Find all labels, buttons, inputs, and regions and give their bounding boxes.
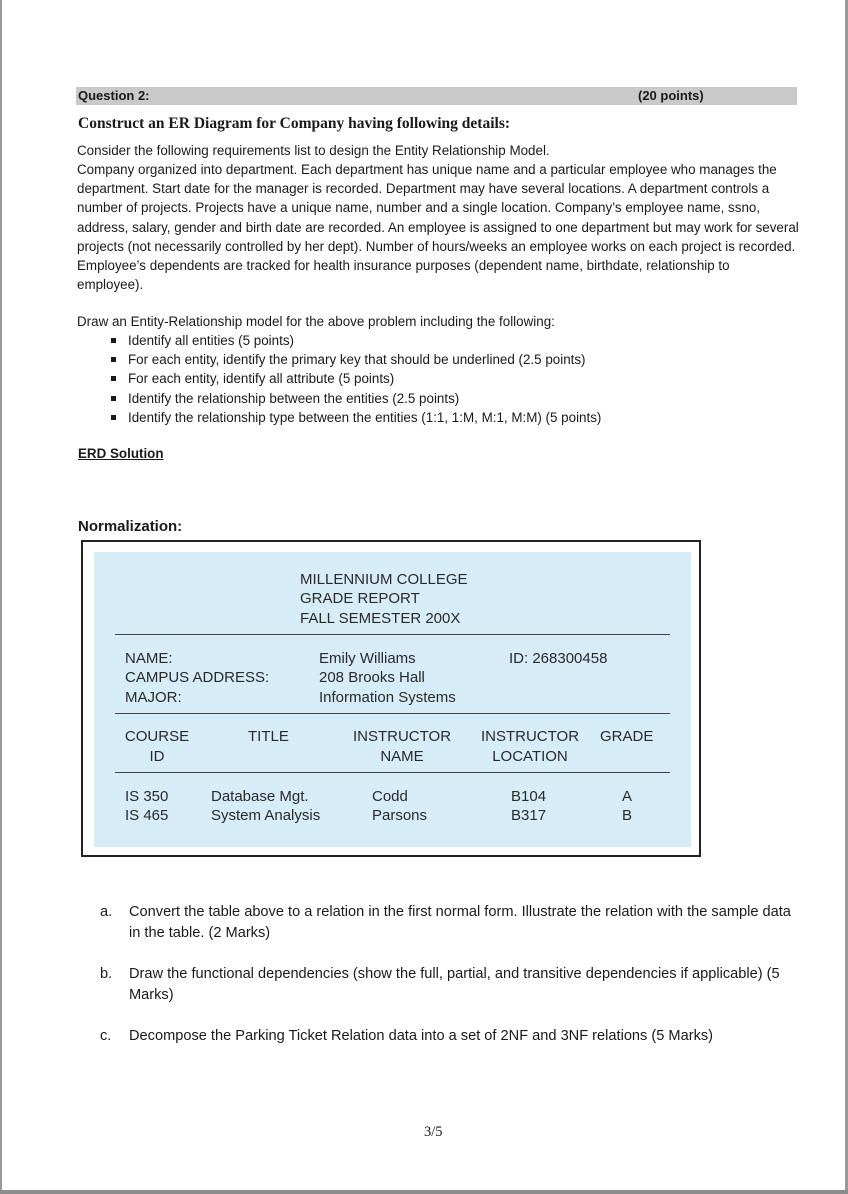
header-instructor-name	[346, 727, 458, 766]
normalization-heading: Normalization:	[78, 518, 183, 535]
name-label: NAME:	[125, 650, 173, 667]
table-cell-location: B104	[511, 788, 547, 805]
major-label: MAJOR:	[125, 689, 182, 706]
task-letter: c.	[100, 1028, 112, 1044]
student-name: Emily Williams	[319, 650, 416, 667]
draw-prompt: Draw an Entity-Relationship model for the above problem including the following:	[77, 314, 555, 329]
report-semester: FALL SEMESTER 200X	[300, 610, 461, 627]
list-item: Identify the relationship type between the entities (1:1, 1:M, M:1, M:M) (5 points)	[77, 408, 777, 427]
list-item	[100, 964, 800, 1005]
table-cell-course: IS 465	[125, 807, 169, 824]
task-text: Convert the table above to a relation in the first normal form. Illustrate the relation with the sample data in the table. (2 Marks)	[129, 904, 791, 941]
intro-paragraph: Consider the following requirements list to design the Entity Relationship Model.	[77, 143, 550, 158]
table-cell-title: System Analysis	[211, 807, 321, 824]
student-major: Information Systems	[319, 689, 456, 706]
student-id: ID: 268300458	[509, 650, 608, 667]
header-title: TITLE	[248, 728, 289, 745]
question-points: (20 points)	[638, 88, 704, 103]
table-cell-grade: B	[622, 807, 633, 824]
header-instructor-location	[474, 727, 586, 766]
page-number: 3/5	[424, 1124, 443, 1140]
task-c	[100, 1026, 800, 1047]
header-instructor-location-line2: LOCATION	[492, 747, 568, 765]
task-b	[100, 964, 800, 1005]
task-text: Decompose the Parking Ticket Relation data into a set of 2NF and 3NF relations (5 Marks)	[129, 1028, 714, 1044]
student-address: 208 Brooks Hall	[319, 669, 425, 686]
header-course-line2: ID	[149, 747, 165, 765]
task-letter: b.	[100, 966, 113, 982]
list-item	[100, 902, 800, 943]
list-item: Identify all entities (5 points)	[77, 331, 777, 350]
page-border-bottom	[0, 1190, 848, 1194]
header-instructor-name-line1: INSTRUCTOR	[352, 728, 452, 745]
header-course-line1: COURSE	[124, 728, 190, 745]
address-label: CAMPUS ADDRESS:	[125, 669, 270, 686]
question-label: Question 2:	[78, 88, 150, 103]
table-cell-location: B317	[511, 807, 547, 824]
task-letter: a.	[100, 904, 113, 920]
header-grade: GRADE	[600, 728, 654, 745]
divider	[115, 713, 670, 714]
header-instructor-location-line1: INSTRUCTOR	[480, 728, 580, 745]
divider	[115, 634, 670, 635]
question-heading: Construct an ER Diagram for Company having following details:	[78, 115, 511, 132]
table-cell-instructor: Parsons	[372, 807, 428, 824]
table-cell-grade: A	[622, 788, 633, 805]
erd-solution-heading: ERD Solution	[78, 446, 164, 461]
table-cell-title: Database Mgt.	[211, 788, 309, 805]
task-text: Draw the functional dependencies (show the full, partial, and transitive dependencies if applicable) (5 Marks)	[129, 966, 780, 1003]
requirements-paragraph: Company organized into department. Each department has unique name and a particular employee who manages the department. Start date for the manager is recorded. Department may have several locations. A department controls a number of projects. Projects have a unique name, number and a single location. Company’s employee name, ssno, address, salary, gender and birth date are recorded. An employee is assigned to one department but may work for several projects (not necessarily controlled by her dept). Number of hours/weeks an employee works on each project is recorded. Employee’s dependents are tracked for health insurance purposes (dependent name, birthdate, relationship to employee).	[77, 162, 799, 293]
page-border-left	[0, 0, 2, 1194]
task-a	[100, 902, 800, 943]
report-college: MILLENNIUM COLLEGE	[300, 571, 468, 588]
list-item: For each entity, identify all attribute (5 points)	[77, 369, 777, 388]
list-item: Identify the relationship between the entities (2.5 points)	[77, 389, 777, 408]
divider	[115, 772, 670, 773]
header-course	[115, 727, 199, 766]
table-cell-course: IS 350	[125, 788, 169, 805]
question-header-bar	[76, 87, 797, 105]
report-type: GRADE REPORT	[300, 590, 420, 607]
requirements-list	[77, 331, 777, 427]
list-item	[100, 1026, 800, 1047]
header-instructor-name-line2: NAME	[380, 747, 424, 765]
list-item: For each entity, identify the primary key that should be underlined (2.5 points)	[77, 350, 777, 369]
table-cell-instructor: Codd	[372, 788, 408, 805]
